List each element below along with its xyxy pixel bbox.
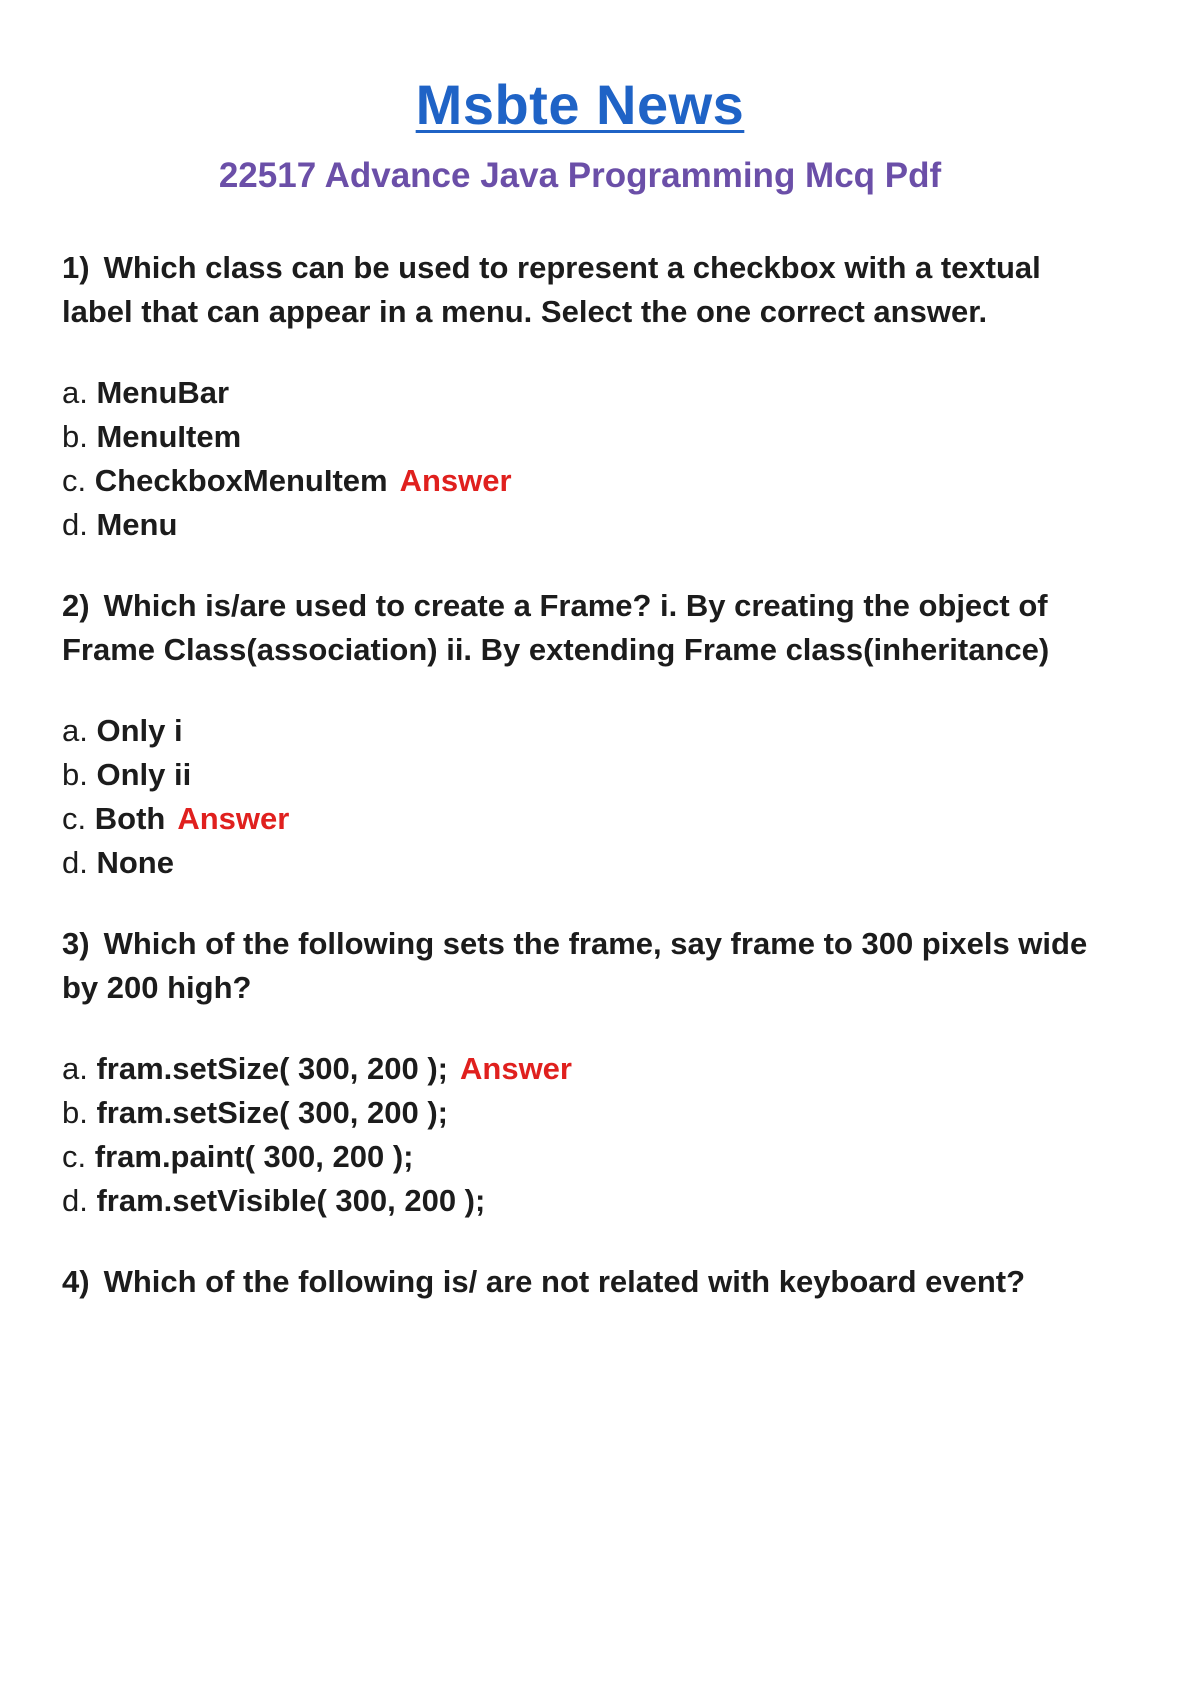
question-number: 1) (62, 250, 90, 285)
option-d (62, 503, 1112, 547)
option-letter: a. (62, 1051, 88, 1086)
option-a (62, 1047, 1112, 1091)
question-body: Which class can be used to represent a checkbox with a textual label that can appear in a menu. Select the one correct answer. (62, 250, 1041, 329)
option-text: MenuItem (96, 419, 242, 454)
option-a (62, 709, 1112, 753)
answer-tag: Answer (460, 1051, 572, 1086)
option-c (62, 1135, 1112, 1179)
question-number: 3) (62, 926, 90, 961)
option-c (62, 797, 1112, 841)
option-letter: b. (62, 757, 88, 792)
option-letter: b. (62, 419, 88, 454)
option-list (62, 709, 1112, 885)
question-text (62, 1260, 1112, 1304)
document-subtitle: 22517 Advance Java Programming Mcq Pdf (218, 156, 942, 195)
option-letter: c. (62, 801, 87, 836)
option-a (62, 371, 1112, 415)
option-text: Only i (96, 713, 183, 748)
option-text: fram.paint( 300, 200 ); (94, 1139, 414, 1174)
option-d (62, 841, 1112, 885)
question-number: 2) (62, 588, 90, 623)
option-letter: d. (62, 1183, 88, 1218)
question-body: Which is/are used to create a Frame? i. By creating the object of Frame Class(association) ii. By extending Frame class(inheritance) (62, 588, 1050, 667)
question-3 (62, 922, 1112, 1223)
option-text: Both (94, 801, 166, 836)
option-text: fram.setSize( 300, 200 ); (96, 1095, 448, 1130)
option-letter: c. (62, 463, 87, 498)
question-text (62, 584, 1112, 672)
option-list (62, 371, 1112, 547)
option-letter: d. (62, 507, 88, 542)
option-text: Only ii (96, 757, 192, 792)
question-list (62, 246, 1112, 1341)
option-text: None (96, 845, 174, 880)
question-number: 4) (62, 1264, 90, 1299)
option-b (62, 753, 1112, 797)
question-text (62, 922, 1112, 1010)
option-text: fram.setVisible( 300, 200 ); (96, 1183, 486, 1218)
option-list (62, 1047, 1112, 1223)
question-text (62, 246, 1112, 334)
option-text: Menu (96, 507, 178, 542)
answer-tag: Answer (177, 801, 290, 836)
option-letter: a. (62, 713, 88, 748)
option-text: fram.setSize( 300, 200 ); (96, 1051, 448, 1086)
question-body: Which of the following is/ are not related with keyboard event? (103, 1264, 1026, 1299)
option-letter: d. (62, 845, 88, 880)
option-c (62, 459, 1112, 503)
option-letter: b. (62, 1095, 88, 1130)
option-b (62, 415, 1112, 459)
answer-tag: Answer (399, 463, 512, 498)
option-text: CheckboxMenuItem (94, 463, 388, 498)
question-4 (62, 1260, 1112, 1304)
option-letter: c. (62, 1139, 87, 1174)
question-1 (62, 246, 1112, 547)
option-b (62, 1091, 1112, 1135)
option-letter: a. (62, 375, 88, 410)
option-d (62, 1179, 1112, 1223)
question-body: Which of the following sets the frame, say frame to 300 pixels wide by 200 high? (62, 926, 1088, 1005)
option-text: MenuBar (96, 375, 230, 410)
question-2 (62, 584, 1112, 885)
site-title-link[interactable]: Msbte News (415, 73, 745, 136)
